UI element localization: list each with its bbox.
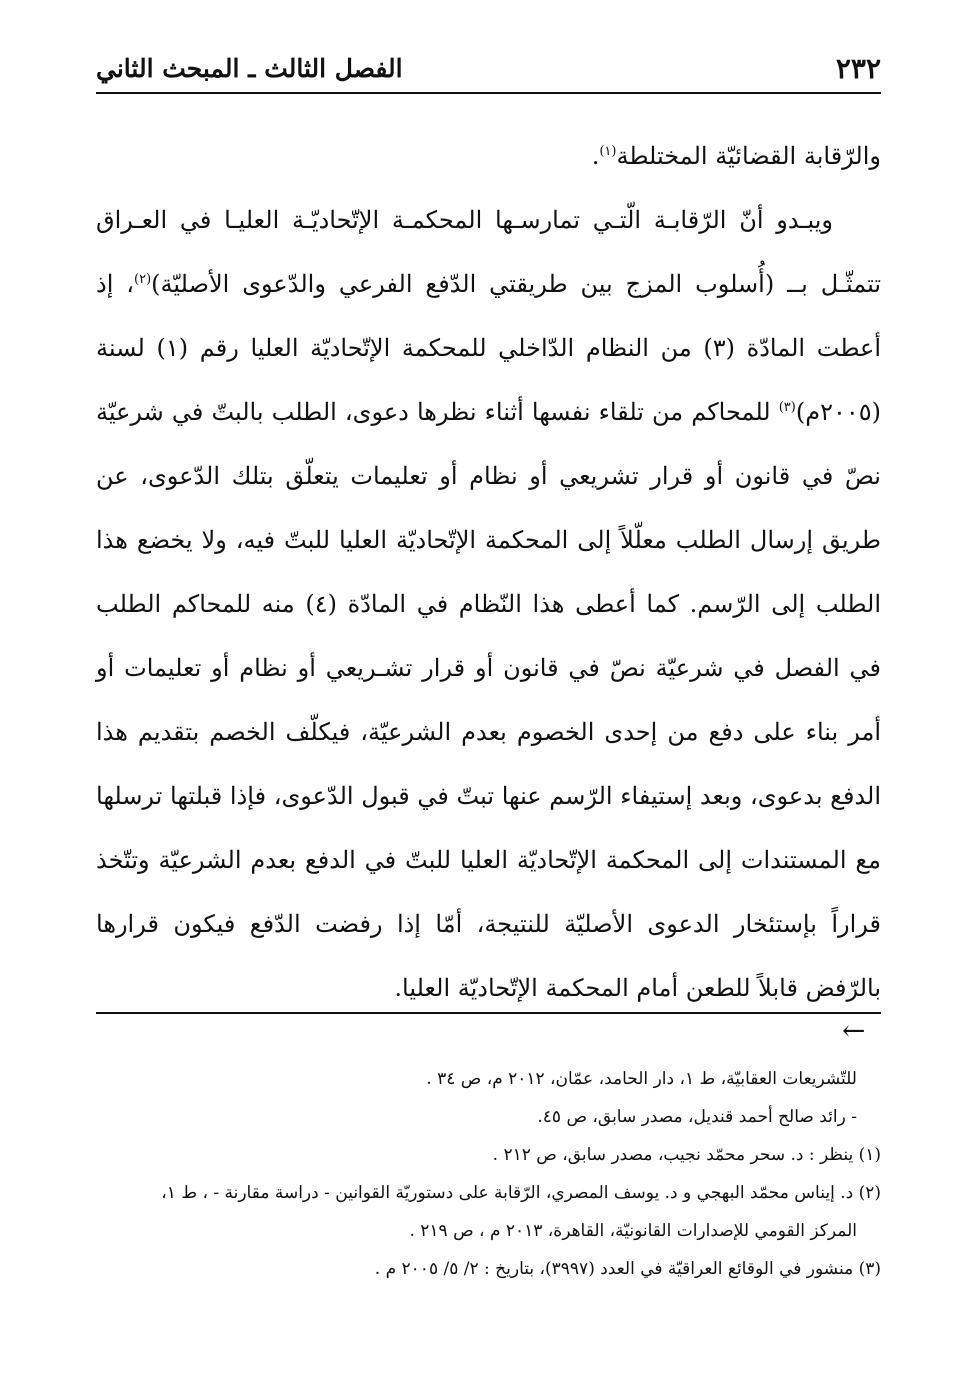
footnote-continuation-sub: - رائد صالح أحمد قنديل، مصدر سابق، ص ٤٥. [537, 1107, 857, 1127]
body-text [96, 124, 881, 1020]
footnote-3: (٣) منشور في الوقائع العراقيّة في العدد (٣٩٩٧)، بتاريخ : ٢/ ٥/ ٢٠٠٥ م . [374, 1259, 881, 1279]
running-title: الفصل الثالث ـ المبحث الثاني [96, 54, 403, 83]
paragraph-2-text-a: ويبـدو أنّ الرّقابـة الّتـي تمارسـها المحكمـة الإتّحاديّـة العليـا في العـراق تتمثّـل بــ (أُسلوب المزج بين طريقتي الدّفع الفرعي والدّعوى الأصليّة) [96, 206, 881, 298]
footnote-ref-3: (٣) [778, 400, 796, 415]
footnote-ref-2: (٢) [134, 272, 152, 287]
continuation-arrow-icon: ← [842, 1014, 866, 1047]
page-header [96, 48, 881, 92]
footnote-2-continuation: المركز القومي للإصدارات القانونيّة، القاهرة، ٢٠١٣ م ، ص ٢١٩ . [409, 1221, 857, 1241]
paragraph-1 [96, 124, 881, 188]
page-number: ٢٣٢ [835, 52, 881, 85]
footnote-1: (١) ينظر : د. سحر محمّد نجيب، مصدر سابق، ص ٢١٢ . [492, 1145, 881, 1165]
paragraph-2 [96, 188, 881, 1020]
footnote-ref-1: (١) [599, 144, 617, 159]
paragraph-2-text-b: ، إذ أعطت المادّة (٣) من النظام الدّاخلي للمحكمة الإتّحاديّة العليا رقم (١) لسنة (٢٠٠٥م) [96, 270, 882, 426]
paragraph-1-end: . [591, 142, 600, 170]
header-divider [96, 92, 881, 94]
paragraph-1-text: والرّقابة القضائيّة المختلطة [616, 142, 881, 170]
footnote-2: (٢) د. إيناس محمّد البهجي و د. يوسف المصري، الرّقابة على دستوريّة القوانين - دراسة مقارنة - ، ط ١، [161, 1183, 881, 1203]
footnote-divider [96, 1012, 881, 1014]
footnote-continuation: للتّشريعات العقابيّة، ط ١، دار الحامد، عمّان، ٢٠١٢ م، ص ٣٤ . [426, 1069, 857, 1089]
footnotes [96, 1060, 881, 1288]
paragraph-2-text-c: للمحاكم من تلقاء نفسها أثناء نظرها دعوى، الطلب بالبتّ في شرعيّة نصّ في قانون أو قرار تشريعي أو نظام أو تعليمات يتعلّق بتلك الدّعوى، عن طريق إرسال الطلب معلّلاً إلى المحكمة الإتّحاديّة العليا للبتّ فيه، ولا يخضع هذا الطلب إلى الرّسم. كما أعطى هذا النّظام في المادّة (٤) منه للمحاكم الطلب في الفصل في شرعيّة نصّ في قانون أو قرار تشـريعي أو نظام أو تعليمات أو أمر بناء على دفع من إحدى الخصوم بعدم الشرعيّة، فيكلّف الخصم بتقديم هذا الدفع بدعوى، وبعد إستيفاء الرّسم عنها تبتّ في قبول الدّعوى، فإذا قبلتها ترسلها مع المستندات إلى المحكمة الإتّحاديّة العليا للبتّ في الدفع بعدم الشرعيّة وتتّخذ قراراً بإستئخار الدعوى الأصليّة للنتيجة، أمّا إذا رفضت الدّفع فيكون قرارها بالرّفض قابلاً للطعن أمام المحكمة الإتّحاديّة العليا. [96, 398, 881, 1002]
